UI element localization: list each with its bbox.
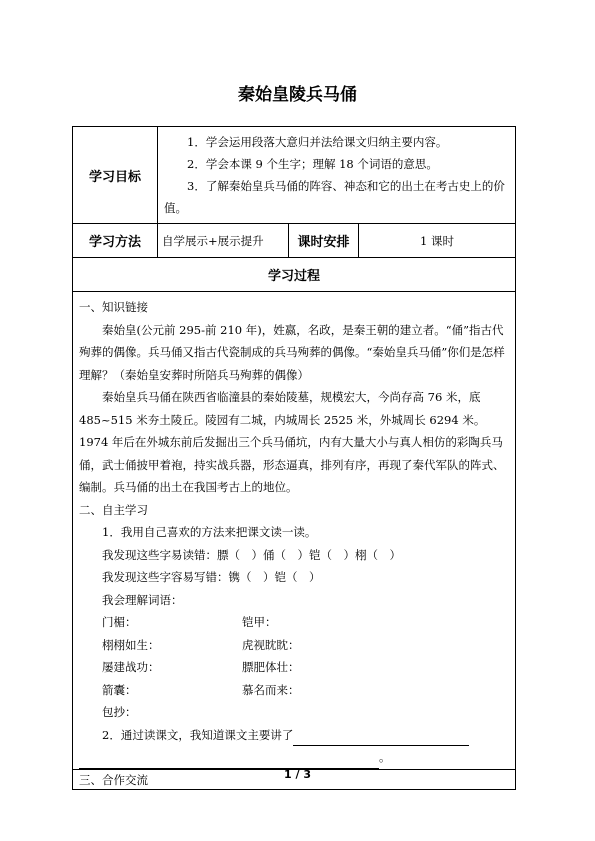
section-heading: 二、自主学习	[79, 502, 148, 517]
answer-line	[79, 746, 509, 769]
process-label: 学习过程	[73, 258, 516, 292]
vocab-term: 膘肥体壮：	[242, 660, 300, 674]
read-errors-line: 我发现这些字易读错：膘（ ）俑（ ）铠（ ）栩（ ）	[102, 547, 401, 562]
vocab-term: 虎视眈眈：	[242, 637, 300, 652]
process-content	[73, 292, 516, 770]
goal-item: 1．学会运用段落大意归并法给课文归纳主要内容。	[187, 135, 448, 149]
vocab-term: 包抄：	[102, 705, 137, 719]
vocab-row	[79, 634, 509, 657]
section-heading: 三、合作交流	[79, 772, 148, 787]
write-errors-line: 我发现这些字容易写错：镌（ ）铠（ ）	[102, 570, 321, 584]
question: 1．我用自己喜欢的方法来把课文读一读。	[102, 525, 317, 539]
goals-cell	[158, 127, 516, 224]
goals-label: 学习目标	[73, 127, 158, 224]
vocab-row	[79, 701, 509, 724]
goal-item: 3．了解秦始皇兵马俑的阵容、神态和它的出土在考古史上的价值。	[164, 179, 505, 215]
section-heading: 一、知识链接	[79, 300, 148, 314]
vocab-row	[79, 679, 509, 702]
vocab-row	[79, 656, 509, 679]
page-title: 秦始皇陵兵马俑	[238, 85, 357, 105]
question	[79, 724, 509, 747]
goal-item: 2．学会本课 9 个生字；理解 18 个词语的意思。	[187, 157, 438, 171]
period: 。	[379, 750, 391, 764]
vocab-term: 铠甲：	[242, 615, 277, 629]
vocab-intro: 我会理解词语：	[102, 592, 183, 607]
method-label: 学习方法	[73, 224, 158, 258]
schedule-label: 课时安排	[289, 224, 359, 258]
page-number: 1 / 3	[284, 768, 311, 781]
method-value: 自学展示+展示提升	[158, 224, 289, 258]
paragraph: 秦始皇(公元前 295-前 210 年)，姓嬴，名政，是秦王朝的建立者。“俑”指古代殉葬的偶像。兵马俑又指古代瓷制成的兵马殉葬的偶像。“秦始皇兵马俑”你们是怎样理解？（秦始皇安葬时所陪兵马殉葬的偶像）	[79, 322, 505, 382]
paragraph: 秦始皇兵马俑在陕西省临潼县的秦始陵墓，规模宏大，今尚存高 76 米，底 485~515 米夯土陵丘。陵园有二城，内城周长 2525 米，外城周长 6294 米。1974 年后在外城东前后发掘出三个兵马俑坑，内有大量大小与真人相仿的彩陶兵马俑，武士俑披甲着袍，持实战兵器，形态逼真，排列有序，再现了秦代军队的阵式、编制。兵马俑的出土在我国考古上的地位。	[79, 390, 505, 494]
question-text: 2．通过读课文，我知道课文主要讲了	[102, 727, 294, 742]
vocab-term: 箭囊：	[102, 682, 137, 697]
schedule-value: 1 课时	[359, 224, 516, 258]
vocab-term: 门楣：	[102, 615, 137, 629]
vocab-term: 慕名而来：	[242, 682, 300, 697]
lesson-table	[72, 126, 516, 790]
vocab-term: 栩栩如生：	[102, 637, 160, 652]
vocab-term: 屡建战功：	[102, 660, 160, 674]
answer-blank[interactable]	[79, 754, 379, 769]
vocab-row	[79, 611, 509, 634]
answer-blank[interactable]	[293, 731, 469, 746]
